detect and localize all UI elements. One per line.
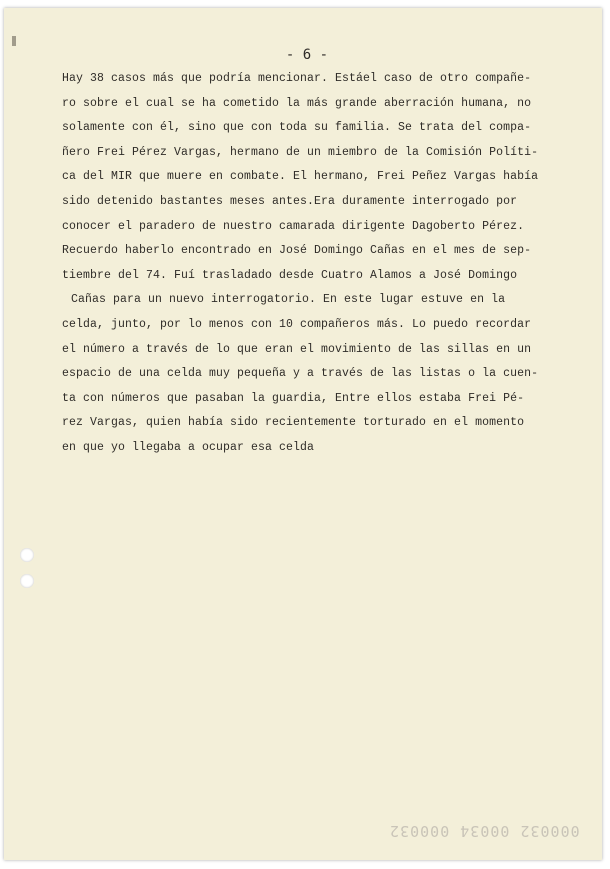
text-line: Recuerdo haberlo encontrado en José Domingo Cañas en el mes de sep- [62, 244, 532, 258]
text-line: espacio de una celda muy pequeña y a través de las listas o la cuen- [62, 367, 539, 381]
edge-mark [12, 36, 16, 46]
text-line: ñero Frei Pérez Vargas, hermano de un miembro de la Comisión Políti- [62, 145, 539, 159]
text-line: celda, junto, por lo menos con 10 compañeros más. Lo puedo recordar [62, 317, 532, 331]
text-line: el número a través de lo que eran el movimiento de las sillas en un [62, 342, 532, 356]
punch-hole [20, 574, 34, 588]
text-line: rez Vargas, quien había sido recientemente torturado en el momento [62, 416, 525, 430]
text-line: Cañas para un nuevo interrogatorio. En este lugar estuve en la [71, 293, 506, 307]
text-line: sido detenido bastantes meses antes.Era duramente interrogado por [62, 194, 518, 208]
document-page [4, 8, 602, 860]
text-line: tiembre del 74. Fuí trasladado desde Cuatro Alamos a José Domingo [62, 268, 518, 282]
punch-hole [20, 548, 34, 562]
text-line: ta con números que pasaban la guardia, Entre ellos estaba Frei Pé- [62, 391, 525, 405]
text-line: conocer el paradero de nuestro camarada dirigente Dagoberto Pérez. [62, 219, 525, 233]
text-line: ro sobre el cual se ha cometido la más grande aberración humana, no [62, 96, 532, 110]
text-line: solamente con él, sino que con toda su familia. Se trata del compa- [62, 121, 532, 135]
text-line: ca del MIR que muere en combate. El hermano, Frei Peñez Vargas había [62, 170, 539, 184]
page-number: - 6 - [285, 47, 329, 63]
archive-stamp: 000032 00034 000032 [389, 822, 580, 840]
text-line: en que yo llegaba a ocupar esa celda [62, 440, 315, 454]
body-text [62, 67, 562, 461]
text-line: Hay 38 casos más que podría mencionar. Estáel caso de otro compañe- [62, 72, 532, 85]
